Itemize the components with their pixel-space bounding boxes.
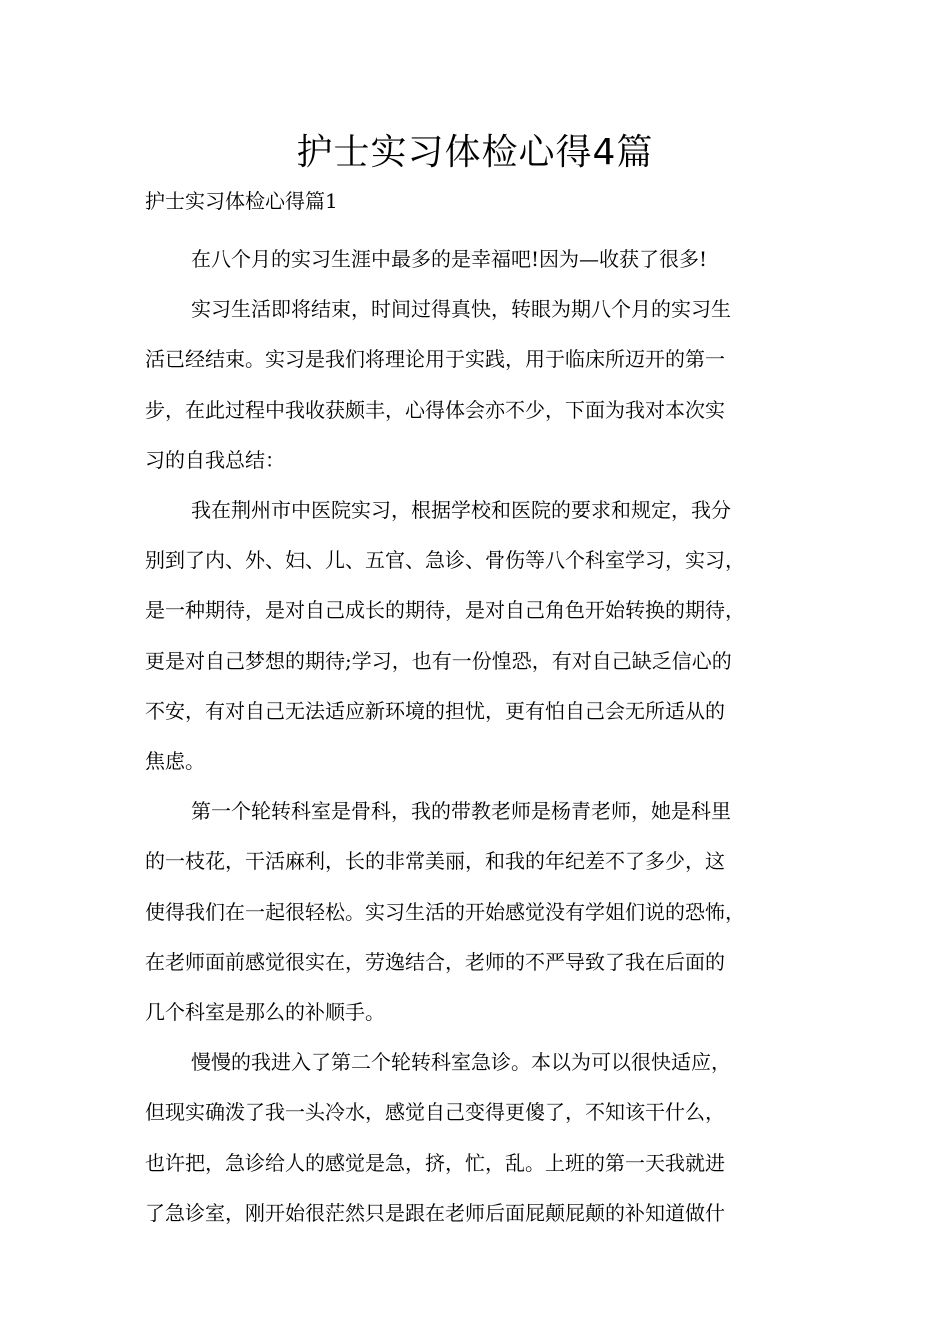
text-line: 实习生活即将结束，时间过得真快，转眼为期八个月的实习生	[191, 297, 731, 322]
text-line: 在老师面前感觉很实在，劳逸结合，老师的不严导致了我在后面的	[145, 949, 725, 974]
text-line: 不安，有对自己无法适应新环境的担忧，更有怕自己会无所适从的	[145, 698, 725, 723]
text-line: 习的自我总结：	[145, 447, 285, 472]
text-line: 更是对自己梦想的期待;学习，也有一份惶恐，有对自己缺乏信心的	[145, 648, 732, 673]
text-line: 慢慢的我进入了第二个轮转科室急诊。本以为可以很快适应，	[191, 1050, 731, 1075]
paragraph-4	[145, 786, 805, 1037]
text-line: 是一种期待，是对自己成长的期待，是对自己角色开始转换的期待，	[145, 598, 745, 623]
paragraph-2	[145, 284, 805, 485]
document-title: 护士实习体检心得4篇	[296, 132, 654, 173]
text-line: 在八个月的实习生涯中最多的是幸福吧!因为—收获了很多!	[191, 247, 708, 271]
text-line: 使得我们在一起很轻松。实习生活的开始感觉没有学姐们说的恐怖，	[145, 899, 745, 924]
paragraph-5	[145, 1037, 805, 1238]
text-line: 活已经结束。实习是我们将理论用于实践，用于临床所迈开的第一	[145, 347, 725, 372]
text-line: 几个科室是那么的补顺手。	[145, 1000, 385, 1025]
text-line: 但现实确泼了我一头冷水，感觉自己变得更傻了，不知该干什么，	[145, 1100, 725, 1125]
text-line: 我在荆州市中医院实习，根据学校和医院的要求和规定，我分	[191, 498, 731, 523]
paragraph-1	[145, 234, 805, 284]
text-line: 的一枝花，干活麻利，长的非常美丽，和我的年纪差不了多少，这	[145, 849, 725, 874]
document-body	[145, 234, 805, 1238]
text-line: 第一个轮转科室是骨科，我的带教老师是杨青老师，她是科里	[191, 799, 731, 824]
text-line: 别到了内、外、妇、儿、五官、急诊、骨伤等八个科室学习，实习，	[145, 548, 745, 573]
text-line: 步，在此过程中我收获颇丰，心得体会亦不少，下面为我对本次实	[145, 397, 725, 422]
text-line: 了急诊室，刚开始很茫然只是跟在老师后面屁颠屁颠的补知道做什	[145, 1200, 725, 1225]
section-heading: 护士实习体检心得篇1	[145, 189, 338, 213]
text-line: 焦虑。	[145, 749, 205, 774]
paragraph-3	[145, 485, 805, 786]
text-line: 也许把，急诊给人的感觉是急，挤，忙，乱。上班的第一天我就进	[145, 1150, 725, 1175]
